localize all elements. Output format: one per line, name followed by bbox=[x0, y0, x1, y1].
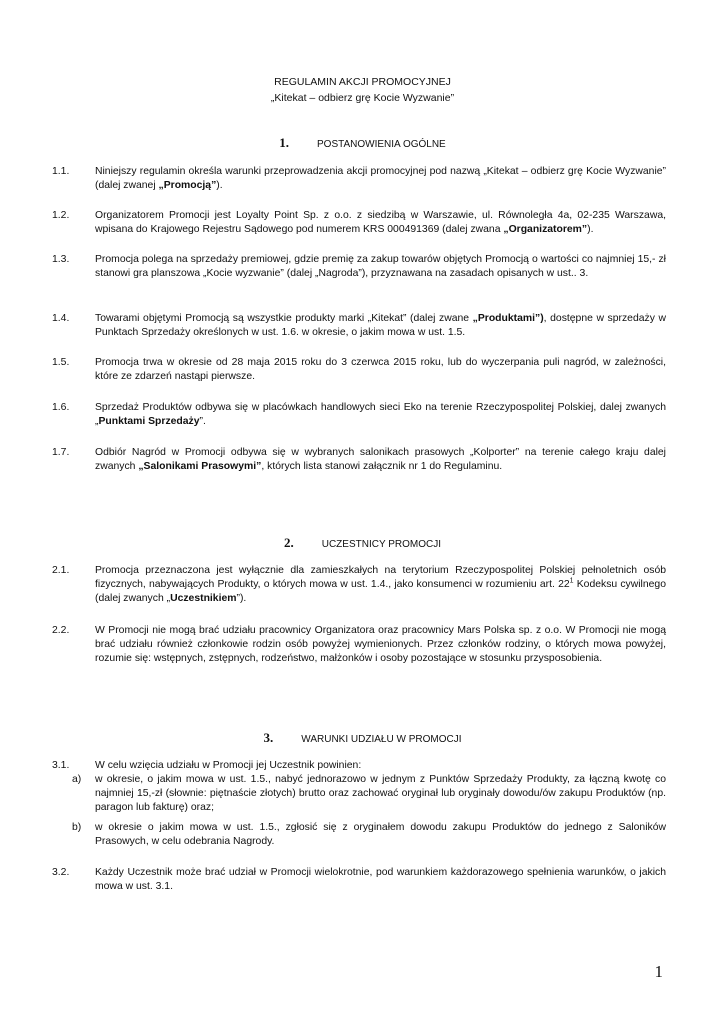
list-text: w okresie, o jakim mowa w ust. 1.5., nabyć jednorazowo w jednym z Punktów Sprzedaży Produkty, za łączną kwotę co najmniej 15,-zł (słownie: piętnaście złotych) brutto oraz zachować oryginał lub oryginały dowodu/ów zakupu Produktów (np. paragon lub fakturę) oraz; bbox=[95, 774, 666, 814]
paragraph-1-6 bbox=[52, 401, 666, 429]
defined-term: „Salonikami Prasowymi” bbox=[138, 461, 262, 473]
paragraph-1-5 bbox=[52, 356, 666, 384]
paragraph-text: Promocja trwa w okresie od 28 maja 2015 roku do 3 czerwca 2015 roku, lub do wyczerpania puli nagród, w zależności, które ze zdarzeń nastąpi pierwsze. bbox=[95, 357, 666, 383]
list-text: w okresie o jakim mowa w ust. 1.5., zgłosić się z oryginałem dowodu zakupu Produktów do jednego z Saloników Prasowych, w celu odebrania Nagrody. bbox=[95, 822, 666, 848]
paragraph-text: W Promocji nie mogą brać udziału pracownicy Organizatora oraz pracownicy Mars Polska sp. z o.o. W Promocji nie mogą brać udziału również członkowie rodzin osób powyżej wymienionych. Przez członków rodziny, o których mowa powyżej, rozumie się: wstępnych, zstępnych, rodzeństwo, małżonków i osoby pozostające w stosunku przysposobienia. bbox=[95, 625, 666, 665]
list-letter: b) bbox=[72, 822, 82, 833]
text-run: Kodeksu cywilnego (dalej zwanych „ bbox=[95, 579, 666, 605]
paragraph-number: 1.6. bbox=[52, 402, 70, 413]
paragraph-text bbox=[95, 312, 666, 340]
paragraph-text bbox=[95, 165, 666, 193]
section-title: UCZESTNICY PROMOCJI bbox=[321, 539, 442, 550]
list-letter: a) bbox=[72, 774, 82, 785]
section-title: WARUNKI UDZIAŁU W PROMOCJI bbox=[301, 734, 462, 745]
title-line-1: REGULAMIN AKCJI PROMOCYJNEJ bbox=[274, 76, 451, 88]
text-run: ). bbox=[216, 180, 223, 192]
paragraph-1-4 bbox=[52, 312, 666, 340]
text-run: , dostępne w sprzedaży w Punktach Sprzedaży określonych w ust. 1.6. w okresie, o jakim mowa w ust. 1.5. bbox=[95, 313, 666, 339]
section-number: 3. bbox=[263, 730, 274, 745]
paragraph-number: 2.2. bbox=[52, 625, 70, 636]
document-title bbox=[0, 74, 725, 106]
text-run: Odbiór Nagród w Promocji odbywa się w wybranych salonikach prasowych „Kolporter” na terenie całego kraju dalej zwanych bbox=[95, 447, 666, 473]
text-run: , których lista stanowi załącznik nr 1 do Regulaminu. bbox=[261, 461, 503, 473]
superscript: 1 bbox=[569, 577, 574, 585]
paragraph-1-1 bbox=[52, 165, 666, 193]
text-run: ). bbox=[587, 224, 594, 236]
paragraph-text: Promocja polega na sprzedaży premiowej, gdzie premię za zakup towarów objętych Promocją o wartości co najmniej 15,- zł stanowi gra planszowa „Kocie wyzwanie” (dalej „Nagroda”), przyznawana na zasadach opisanych w ust.. 3. bbox=[95, 254, 666, 280]
defined-term: Punktami Sprzedaży bbox=[98, 416, 200, 428]
paragraph-number: 1.4. bbox=[52, 313, 70, 324]
list-item-b bbox=[72, 821, 666, 849]
text-run: Towarami objętymi Promocją są wszystkie produkty marki „Kitekat” (dalej zwane bbox=[95, 313, 473, 324]
list-item-a bbox=[72, 773, 666, 816]
paragraph-text bbox=[95, 564, 666, 607]
section-title: POSTANOWIENIA OGÓLNE bbox=[317, 139, 446, 150]
defined-term: Uczestnikiem bbox=[170, 593, 237, 605]
defined-term: „Produktami”) bbox=[472, 313, 544, 324]
text-run: Organizatorem Promocji jest Loyalty Point Sp. z o.o. z siedzibą w Warszawie, ul. Równoległa 4a, 02-235 Warszawa, wpisana do Krajowego Rejestru Sądowego pod numerem KRS 000491369 (dalej zwana bbox=[95, 210, 666, 236]
text-run: Promocja przeznaczona jest wyłącznie dla zamieszkałych na terytorium Rzeczypospolitej Polskiej pełnoletnich osób fizycznych, nabywających Produkty, o których mowa w ust. 1.4., jako konsumenci w rozumieniu art. 22 bbox=[95, 565, 666, 591]
paragraph-3-2 bbox=[52, 866, 666, 894]
paragraph-number: 1.1. bbox=[52, 166, 70, 177]
paragraph-1-2 bbox=[52, 209, 666, 237]
section-number: 2. bbox=[283, 535, 294, 550]
paragraph-number: 3.1. bbox=[52, 760, 70, 771]
paragraph-2-2 bbox=[52, 624, 666, 667]
paragraph-number: 2.1. bbox=[52, 565, 70, 576]
section-heading-3 bbox=[0, 730, 725, 746]
text-run: Niniejszy regulamin określa warunki przeprowadzenia akcji promocyjnej pod nazwą „Kitekat – odbierz grę Kocie Wyzwanie” (dalej zwanej bbox=[95, 166, 666, 192]
paragraph-1-7 bbox=[52, 446, 666, 474]
defined-term: „Promocją” bbox=[158, 180, 217, 192]
paragraph-number: 1.7. bbox=[52, 447, 70, 458]
paragraph-3-1 bbox=[52, 759, 666, 773]
text-run: ”). bbox=[236, 593, 247, 605]
paragraph-1-3 bbox=[52, 253, 666, 281]
title-line-2: „Kitekat – odbierz grę Kocie Wyzwanie” bbox=[270, 92, 455, 104]
paragraph-number: 1.2. bbox=[52, 210, 70, 221]
paragraph-2-1 bbox=[52, 564, 666, 607]
section-number: 1. bbox=[279, 135, 289, 150]
paragraph-number: 3.2. bbox=[52, 867, 70, 878]
defined-term: „Organizatorem” bbox=[503, 224, 588, 236]
section-heading-1 bbox=[0, 135, 725, 151]
text-run: Sprzedaż Produktów odbywa się w placówkach handlowych sieci Eko na terenie Rzeczypospolitej Polskiej, dalej zwanych „ bbox=[95, 402, 666, 428]
paragraph-number: 1.3. bbox=[52, 254, 70, 265]
paragraph-text bbox=[95, 446, 666, 474]
section-heading-2 bbox=[0, 535, 725, 551]
paragraph-text bbox=[95, 209, 666, 237]
page-number: 1 bbox=[654, 962, 663, 981]
paragraph-number: 1.5. bbox=[52, 357, 70, 368]
paragraph-text bbox=[95, 401, 666, 429]
paragraph-text: Każdy Uczestnik może brać udział w Promocji wielokrotnie, pod warunkiem każdorazowego spełnienia warunków, o jakich mowa w ust. 3.1. bbox=[95, 867, 666, 893]
paragraph-text: W celu wzięcia udziału w Promocji jej Uczestnik powinien: bbox=[95, 760, 362, 771]
text-run: ”. bbox=[199, 416, 206, 428]
